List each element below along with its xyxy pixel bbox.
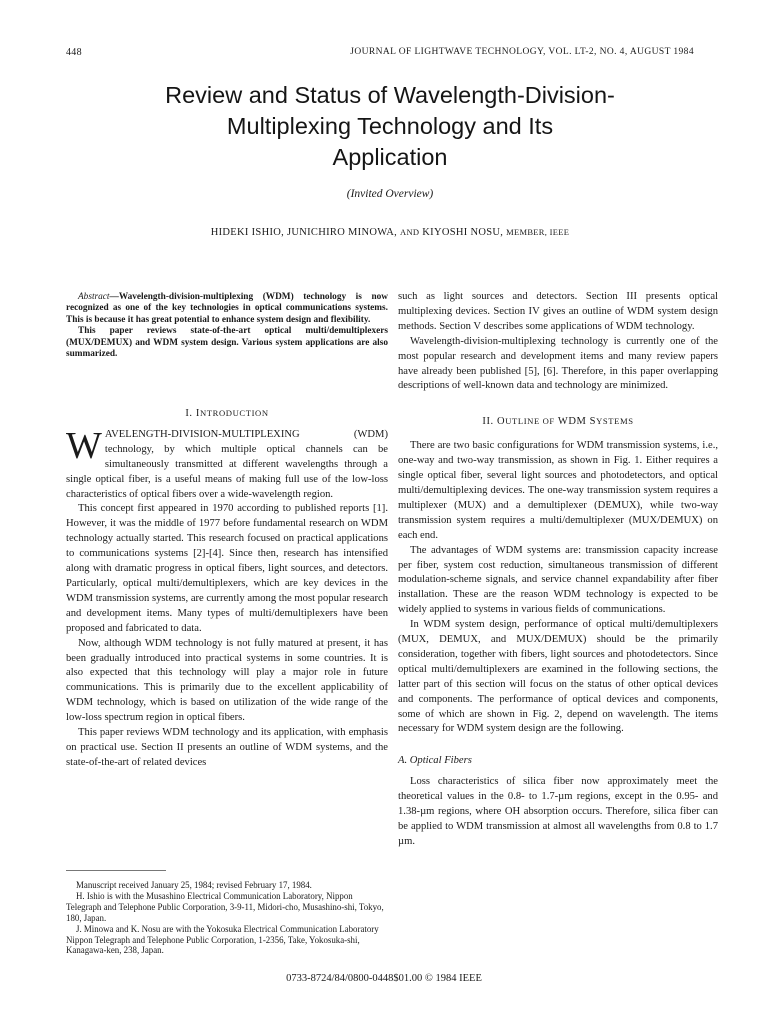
paper-subtitle: (Invited Overview): [346, 188, 434, 200]
abstract-paragraph-1: —Wavelength-division-multiplexing (WDM) technology is now recognized as one of the key technologies in optical communications systems. This is because it has great potential to enhance system design and flexibility.: [66, 292, 388, 325]
section-heading-introduction: I. INTRODUCTION: [185, 408, 269, 419]
outline-paragraph-3: In WDM system design, performance of optical multi/demultiplexers (MUX, DEMUX, and MUX/DEMUX) should be the primarily consideration, together with fibers, light sources and photodetectors. Since optical multi/demultiplexers are examined in the following sections, the latter part of this section will focus on the status of other optical devices and components. The performance of optical devices and components, some of which are shown in Fig. 2, depend on wavelength. The items necessary for WDM system design are the following.: [398, 619, 718, 735]
intro-paragraph-5: Wavelength-division-multiplexing technology is currently one of the most popular research and development items and many review papers have already been published [5], [6]. Therefore, in this paper overlapping descriptions of well-known data and technology are minimized.: [398, 335, 718, 392]
title-line-3: Application: [332, 144, 448, 170]
abstract-label: Abstract: [78, 292, 110, 302]
intro-paragraph-1: WAVELENGTH-DIVISION-MULTIPLEXING (WDM) technology, by which multiple optical channels can be simultaneously transmitted at different wavelengths through a single optical fiber, is a useful means of making full use of the low-loss characteristics of optical fibers over a wide-wavelength region.: [66, 424, 388, 500]
page-number: 448: [66, 47, 82, 58]
drop-cap: W: [66, 424, 102, 467]
paper-title: [100, 80, 680, 173]
copyright-line: 0733-8724/84/0800-0448$01.00 © 1984 IEEE: [286, 973, 482, 984]
abstract-paragraph-2: This paper reviews state-of-the-art optical multi/demultiplexers (MUX/DEMUX) and WDM system design. Various system applications are also summarized.: [66, 326, 388, 360]
intro-paragraph-4-continued: such as light sources and detectors. Section III presents optical multiplexing devices. Section IV gives an outline of WDM system design methods. Section V describes some applications of WDM technology.: [398, 291, 718, 332]
section-introduction: [66, 406, 388, 771]
footnote-received: Manuscript received January 25, 1984; revised February 17, 1984.: [76, 880, 312, 890]
intro-paragraph-2: This concept first appeared in 1970 according to published reports [1]. However, it was the middle of 1977 before fundamental research on WDM technology actually started. This research focused on practical applications to communications systems [2]-[4]. Since then, research has intensified along with dramatic progress in optical fibers, light sources, and detectors. Particularly, optical multi/demultiplexers, which are key devices in the WDM transmission systems, are currently among the most popular research and development items. Many types of multi/demultiplexers have been proposed and fabricated to data.: [66, 503, 388, 634]
footnote-rule: [66, 870, 166, 871]
footnote-affiliation-1: H. Ishio is with the Musashino Electrical Communication Laboratory, Nippon Telegraph and Telephone Public Corporation, 3-9-11, Midori-cho, Musashino-shi, Tokyo, 180, Japan.: [66, 890, 384, 923]
title-line-1: Review and Status of Wavelength-Division-: [165, 82, 615, 108]
journal-header: JOURNAL OF LIGHTWAVE TECHNOLOGY, VOL. LT-2, NO. 4, AUGUST 1984: [350, 47, 694, 57]
author-and: AND: [400, 227, 420, 237]
author-line: [0, 227, 768, 238]
optical-fibers-paragraph: Loss characteristics of silica fiber now approximately meet the theoretical values in the 0.8- to 1.7-µm regions, except in the 0.95- and 1.38-µm regions, where OH absorption occurs. Therefore, silica fiber can be applied to WDM transmission at almost all wavelengths from 0.8 to 1.7 µm.: [398, 776, 718, 847]
intro-paragraph-4: This paper reviews WDM technology and its application, with emphasis on practical use. Section II presents an outline of WDM systems, and the state-of-the-art of related devices: [66, 727, 388, 768]
right-column: [398, 290, 718, 850]
outline-paragraph-1: There are two basic configurations for WDM transmission systems, i.e., one-way and two-way transmission, as shown in Fig. 1. Either requires a single optical fiber, several light sources and photodetectors, and optical multi/demultiplexing devices. The one-way transmission system requires a multiplexer (MUX) and a demultiplexer (DEMUX), while two-way transmission system requires a multi/demultiplexer (MUX/DEMUX) on each end.: [398, 440, 718, 541]
footnote: [66, 880, 388, 956]
author-last: KIYOSHI NOSU,: [422, 227, 504, 238]
title-line-2: Multiplexing Technology and Its: [226, 113, 554, 139]
author-membership: MEMBER, IEEE: [506, 227, 570, 237]
abstract: [66, 292, 388, 360]
section-heading-outline: II. OUTLINE OF WDM SYSTEMS: [482, 416, 634, 428]
outline-paragraph-2: The advantages of WDM systems are: transmission capacity increase per fiber, system cost reduction, simultaneous transmission of different modulation-scheme signals, and service channel expandability after fiber installation. These are the reason WDM technology is expected to be widely applied to systems in various fields of communications.: [398, 544, 718, 616]
author-names: HIDEKI ISHIO, JUNICHIRO MINOWA,: [210, 227, 398, 238]
subsection-heading-optical-fibers: A. Optical Fibers: [398, 755, 472, 767]
intro-paragraph-3: Now, although WDM technology is not fully matured at present, it has been gradually introduced into practical systems in some countries. It is also expected that this technology will play a major role in future communications. This is primarily due to the excellent applicability of WDM technology, which is based on utilization of the wide range of the low-loss spectrum region in optical fibers.: [66, 637, 388, 724]
footnote-affiliation-2: J. Minowa and K. Nosu are with the Yokosuka Electrical Communication Laboratory Nippon Telegraph and Telephone Public Corporation, 1-2356, Take, Yokosuka-shi, Kanagawa-ken, 238, Japan.: [66, 923, 379, 956]
